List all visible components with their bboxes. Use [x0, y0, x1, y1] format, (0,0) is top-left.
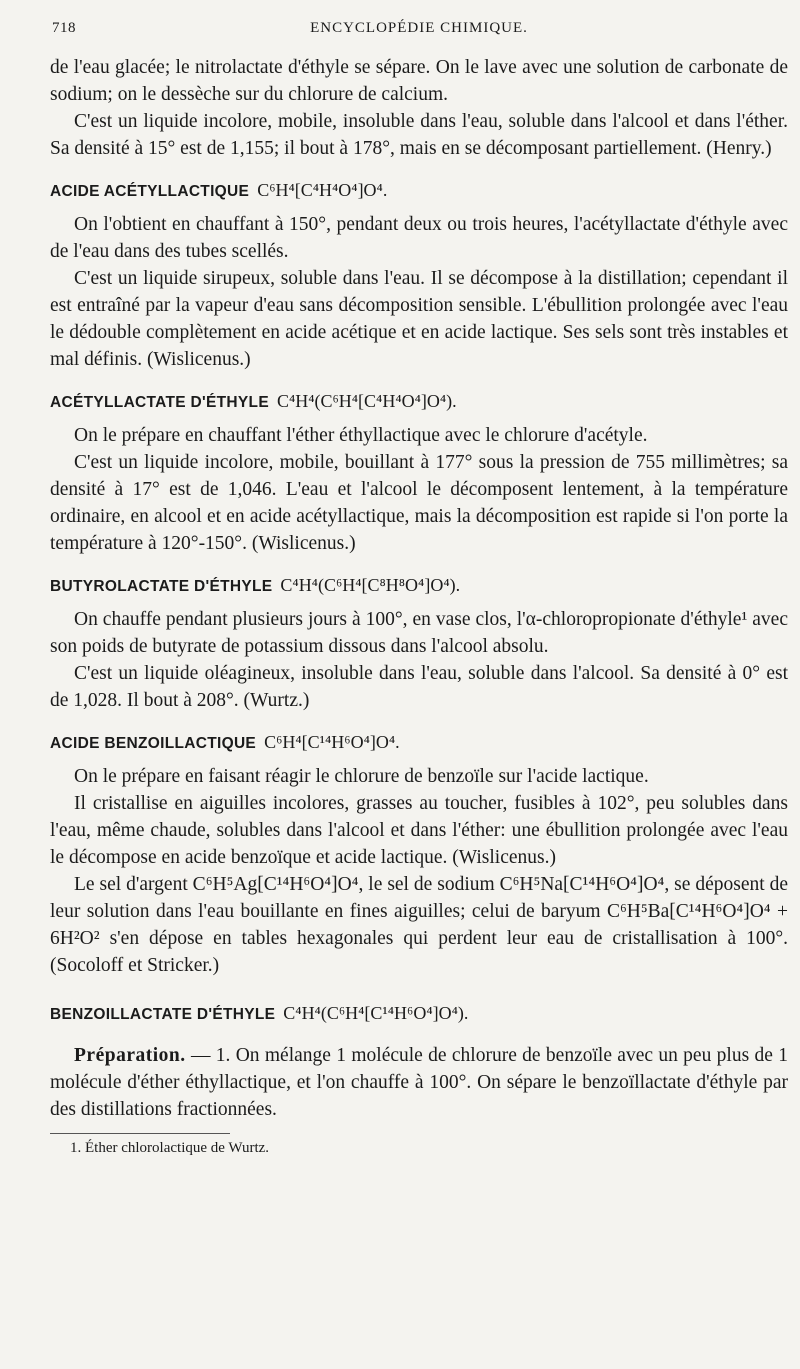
paragraph: On l'obtient en chauffant à 150°, pendant deux ou trois heures, l'acétyllactate d'éthyle avec de l'eau dans des tubes scellés. [50, 214, 788, 262]
preparation-label: Préparation. [74, 1045, 186, 1066]
section-heading [50, 732, 788, 753]
paragraph: C'est un liquide sirupeux, soluble dans l'eau. Il se décompose à la distillation; cependant il est entraîné par la vapeur d'eau sans décomposition sensible. L'ébullition prolongée avec l'eau le dédouble complètement en acide acétique et en acide lactique. Ses sels sont très instables et mal définis. (Wislicenus.) [50, 268, 788, 370]
footnote: 1. Éther chlorolactique de Wurtz. [70, 1140, 270, 1156]
chemical-formula: C⁶H⁴[C¹⁴H⁶O⁴]O⁴. [264, 732, 400, 752]
paragraph: C'est un liquide oléagineux, insoluble dans l'eau, soluble dans l'alcool. Sa densité à 0° est de 1,028. Il bout à 208°. (Wurtz.) [50, 663, 788, 711]
paragraph: Il cristallise en aiguilles incolores, grasses au toucher, fusibles à 102°, peu solubles dans l'eau, même chaude, solubles dans l'alcool et dans l'éther: une ébullition prolongée avec l'eau le décompose en acide benzoïque et acide lactique. (Wislicenus.) [50, 793, 788, 868]
paragraph: Le sel d'argent C⁶H⁵Ag[C¹⁴H⁶O⁴]O⁴, le sel de sodium C⁶H⁵Na[C¹⁴H⁶O⁴]O⁴, se déposent de leur solution dans l'eau bouillante en fines aiguilles; celui de baryum C⁶H⁵Ba[C¹⁴H⁶O⁴]O⁴ + 6H²O² s'en dépose en tables hexagonales qui perdent leur eau de cristallisation à 100°. (Socoloff et Stricker.) [50, 874, 788, 976]
section-title: ACIDE ACÉTYLLACTIQUE [50, 183, 250, 200]
paragraph: C'est un liquide incolore, mobile, bouillant à 177° sous la pression de 755 millimètres; sa densité à 17° est de 1,046. L'eau et l'alcool le décomposent lentement, à la température ordinaire, en alcool et en acide acétyllactique, mais la décomposition est rapide si l'on porte la température à 120°-150°. (Wislicenus.) [50, 452, 788, 554]
paragraph: On le prépare en chauffant l'éther éthyllactique avec le chlorure d'acétyle. [74, 425, 648, 446]
section-heading [50, 180, 788, 201]
running-title: ENCYCLOPÉDIE CHIMIQUE. [310, 20, 528, 36]
chemical-formula: C⁴H⁴(C⁶H⁴[C¹⁴H⁶O⁴]O⁴). [283, 1003, 469, 1023]
footnote-divider [50, 1133, 230, 1134]
body-text [50, 54, 788, 1158]
chemical-formula: C⁴H⁴(C⁶H⁴[C⁴H⁴O⁴]O⁴). [276, 391, 457, 411]
preparation-paragraph [50, 1042, 788, 1123]
section-heading [50, 575, 788, 596]
page-number: 718 [52, 20, 76, 36]
paragraph: On le prépare en faisant réagir le chlorure de benzoïle sur l'acide lactique. [74, 766, 649, 787]
chemical-formula: C⁶H⁴[C⁴H⁴O⁴]O⁴. [257, 180, 388, 200]
section-title: ACÉTYLLACTATE D'ÉTHYLE [50, 394, 269, 411]
section-title: ACIDE BENZOILLACTIQUE [50, 735, 257, 752]
section-heading [50, 1003, 788, 1024]
paragraph: de l'eau glacée; le nitrolactate d'éthyle se sépare. On le lave avec une solution de carbonate de sodium; on le dessèche sur du chlorure de calcium. [50, 57, 788, 105]
section-heading [50, 391, 788, 412]
paragraph: C'est un liquide incolore, mobile, insoluble dans l'eau, soluble dans l'alcool et dans l'éther. Sa densité à 15° est de 1,155; il bout à 178°, mais en se décomposant partiellement. (Henry.) [50, 111, 788, 159]
page [50, 12, 788, 1158]
preparation-text: — 1. On mélange 1 molécule de chlorure de benzoïle avec un peu plus de 1 molécule d'éther éthyllactique, et l'on chauffe à 100°. On sépare le benzoïllactate d'éthyle par des distillations fractionnées. [50, 1045, 788, 1120]
chemical-formula: C⁴H⁴(C⁶H⁴[C⁸H⁸O⁴]O⁴). [280, 575, 461, 595]
running-head [50, 12, 788, 40]
section-title: BENZOILLACTATE D'ÉTHYLE [50, 1006, 276, 1023]
paragraph: On chauffe pendant plusieurs jours à 100°, en vase clos, l'α-chloropropionate d'éthyle¹ avec son poids de butyrate de potassium dissous dans l'alcool absolu. [50, 609, 788, 657]
section-title: BUTYROLACTATE D'ÉTHYLE [50, 578, 273, 595]
